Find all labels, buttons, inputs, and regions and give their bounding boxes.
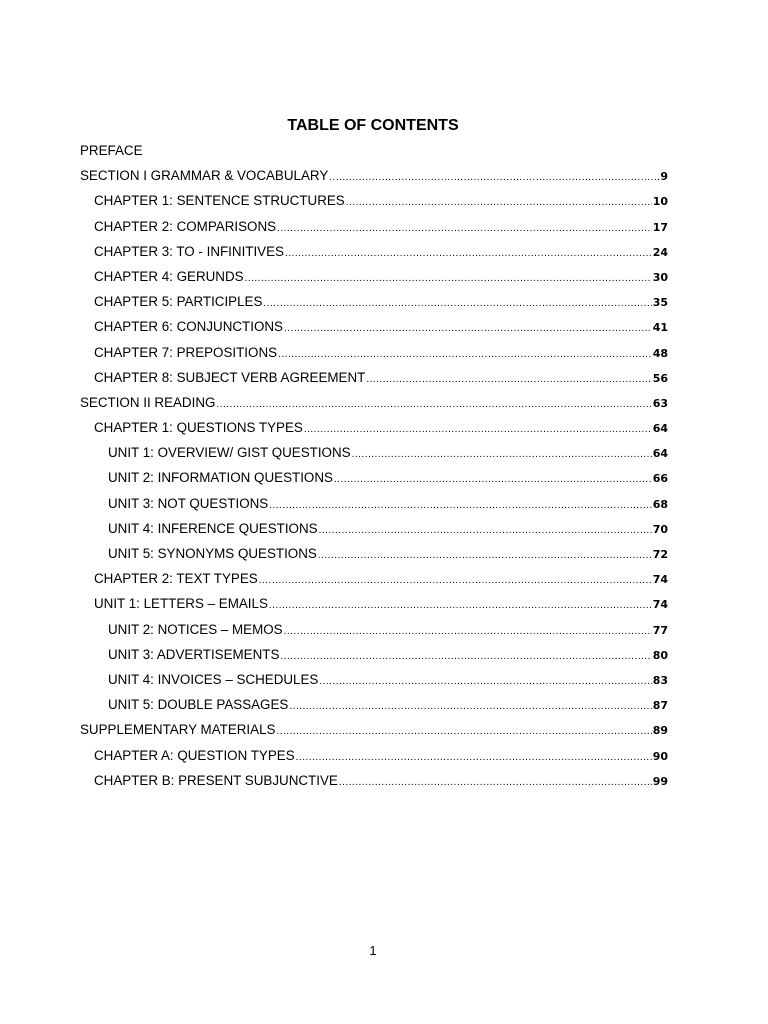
toc-entry[interactable] [80, 440, 668, 465]
toc-entry-label: UNIT 5: DOUBLE PASSAGES [108, 697, 289, 713]
toc-entry[interactable] [80, 667, 668, 692]
toc-entry[interactable] [80, 163, 668, 188]
dot-leader [329, 165, 659, 190]
toc-entry-label: SECTION II READING [80, 394, 216, 410]
toc-entry-page: 83 [652, 673, 668, 687]
toc-entry-page: 35 [652, 296, 668, 310]
toc-entry-label: SECTION I GRAMMAR & VOCABULARY [80, 168, 329, 184]
toc-entry[interactable] [80, 138, 668, 163]
dot-leader [269, 493, 651, 518]
toc-entry-page: 30 [652, 270, 668, 284]
toc-entry-page: 70 [652, 522, 668, 536]
dot-leader [318, 543, 652, 568]
dot-leader [296, 745, 652, 770]
toc-entry-label: UNIT 4: INFERENCE QUESTIONS [108, 520, 318, 536]
toc-entry-page: 24 [652, 245, 668, 259]
toc-entry-page: 64 [652, 422, 668, 436]
toc-entry-page: 77 [652, 623, 668, 637]
dot-leader [319, 518, 652, 543]
toc-entry[interactable] [80, 541, 668, 566]
toc-entry-page: 80 [652, 648, 668, 662]
toc-entry-label: UNIT 3: NOT QUESTIONS [108, 495, 269, 511]
toc-entry-page: 68 [652, 497, 668, 511]
dot-leader [280, 644, 651, 669]
toc-entry[interactable] [80, 591, 668, 616]
toc-entry[interactable] [80, 390, 668, 415]
toc-entry[interactable] [80, 465, 668, 490]
toc-entry-label: CHAPTER 4: GERUNDS [94, 268, 244, 284]
dot-leader [278, 342, 652, 367]
toc-entry[interactable] [80, 717, 668, 742]
dot-leader [346, 190, 652, 215]
toc-entry[interactable] [80, 516, 668, 541]
toc-entry[interactable] [80, 239, 668, 264]
toc-entry[interactable] [80, 692, 668, 717]
toc-title: TABLE OF CONTENTS [287, 117, 459, 134]
toc-entry-label: CHAPTER 2: COMPARISONS [94, 218, 277, 234]
toc-entry-page: 72 [652, 548, 668, 561]
dot-leader [284, 316, 652, 341]
dot-leader [352, 442, 652, 467]
toc-entry-page: 17 [652, 220, 668, 234]
toc-entry[interactable] [80, 617, 668, 642]
toc-entry-label: SUPPLEMENTARY MATERIALS [80, 722, 276, 738]
toc-entry[interactable] [80, 415, 668, 440]
toc-entry-label: UNIT 3: ADVERTISEMENTS [108, 646, 280, 662]
dot-leader [334, 467, 652, 492]
toc-entry[interactable] [80, 365, 668, 390]
toc-entry-label: CHAPTER 6: CONJUNCTIONS [94, 319, 283, 335]
dot-leader [284, 619, 652, 644]
toc-entry-page: 48 [652, 346, 668, 360]
toc-entry-page: 74 [652, 598, 668, 612]
toc-entry-page: 90 [652, 749, 668, 763]
toc-entry-page: 74 [652, 573, 668, 587]
toc-entry[interactable] [80, 214, 668, 239]
dot-leader [263, 291, 651, 316]
dot-leader [339, 770, 652, 795]
toc-entry-label: CHAPTER 7: PREPOSITIONS [94, 344, 278, 360]
toc-entry-page: 64 [652, 447, 668, 461]
dot-leader [269, 593, 652, 618]
toc-entry-page: 10 [652, 195, 668, 209]
dot-leader [319, 669, 651, 694]
toc-entry[interactable] [80, 768, 668, 793]
toc-entry-page: 66 [652, 472, 668, 486]
toc-entry[interactable] [80, 491, 668, 516]
toc-entry[interactable] [80, 743, 668, 768]
toc-entry-label: UNIT 5: SYNONYMS QUESTIONS [108, 546, 317, 561]
toc-entry-label: UNIT 2: INFORMATION QUESTIONS [108, 470, 333, 486]
toc-entry-label: CHAPTER 5: PARTICIPLES [94, 294, 263, 310]
toc-entry-label: UNIT 1: OVERVIEW/ GIST QUESTIONS [108, 445, 351, 461]
toc-entry[interactable] [80, 264, 668, 289]
toc-entry[interactable] [80, 289, 668, 314]
toc-list [80, 138, 668, 793]
toc-entry-label: CHAPTER 2: TEXT TYPES [94, 571, 258, 587]
toc-entry-page: 41 [652, 321, 668, 335]
dot-leader [259, 568, 652, 593]
dot-leader [285, 241, 652, 266]
dot-leader [304, 417, 652, 442]
page-number: 1 [369, 943, 377, 958]
toc-entry-page: 99 [652, 774, 668, 788]
dot-leader [277, 216, 652, 241]
dot-leader [276, 719, 651, 744]
toc-entry-label: CHAPTER 1: QUESTIONS TYPES [94, 420, 303, 436]
toc-entry[interactable] [80, 314, 668, 339]
toc-entry[interactable] [80, 188, 668, 213]
toc-entry-label: UNIT 1: LETTERS – EMAILS [94, 596, 268, 612]
toc-entry-label: UNIT 4: INVOICES – SCHEDULES [108, 671, 319, 687]
toc-entry[interactable] [80, 642, 668, 667]
toc-entry-label: CHAPTER 8: SUBJECT VERB AGREEMENT [94, 369, 366, 385]
toc-entry-label: UNIT 2: NOTICES – MEMOS [108, 621, 283, 637]
toc-entry-label: CHAPTER A: QUESTION TYPES [94, 747, 295, 763]
toc-entry-page: 89 [652, 724, 668, 738]
dot-leader [216, 392, 651, 417]
toc-entry-label: CHAPTER 1: SENTENCE STRUCTURES [94, 193, 345, 209]
toc-entry-page: 63 [652, 396, 668, 410]
dot-leader [366, 367, 651, 392]
toc-entry[interactable] [80, 566, 668, 591]
toc-entry-page: 87 [652, 699, 668, 713]
toc-entry-page: 56 [652, 371, 668, 385]
toc-entry-page: 9 [660, 170, 668, 184]
toc-entry-label: PREFACE [80, 143, 143, 158]
toc-entry-label: CHAPTER 3: TO - INFINITIVES [94, 243, 284, 259]
dot-leader [289, 694, 651, 719]
toc-entry-label: CHAPTER B: PRESENT SUBJUNCTIVE [94, 772, 338, 788]
toc-entry[interactable] [80, 340, 668, 365]
dot-leader [245, 266, 652, 291]
